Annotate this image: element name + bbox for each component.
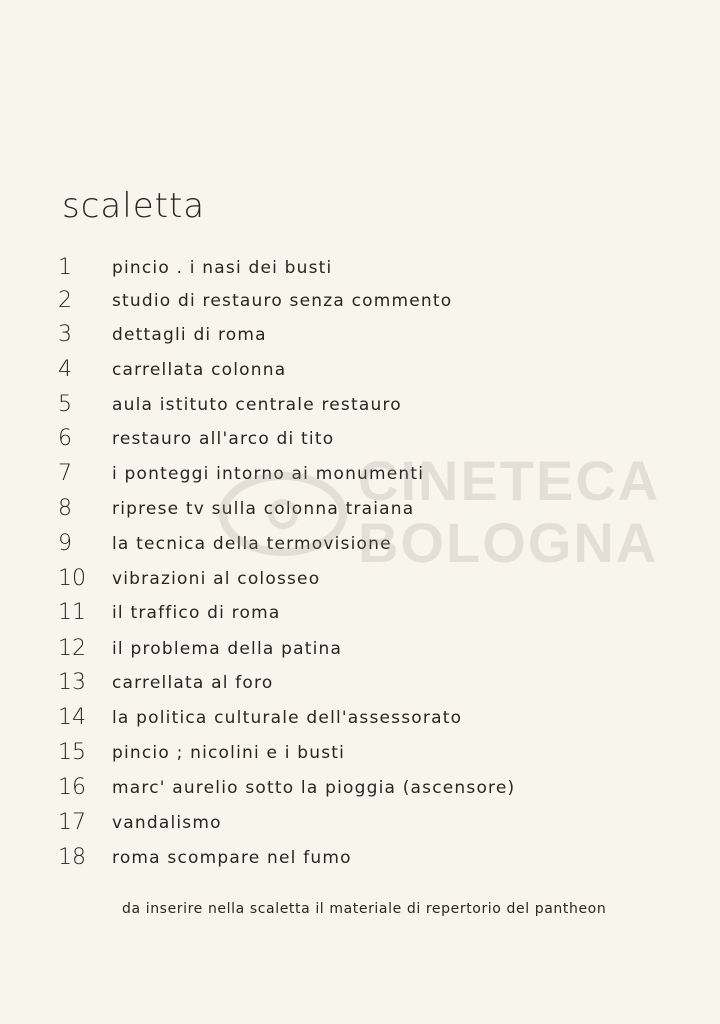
list-item — [0, 426, 720, 456]
item-number: 12 — [58, 636, 86, 661]
list-item — [0, 670, 720, 700]
list-item — [0, 461, 720, 491]
list-item — [0, 531, 720, 561]
item-text: riprese tv sulla colonna traiana — [112, 499, 415, 519]
list-item — [0, 255, 720, 285]
item-number: 18 — [58, 845, 86, 870]
item-number: 15 — [58, 740, 86, 765]
item-number: 14 — [58, 705, 86, 730]
item-text: aula istituto centrale restauro — [112, 395, 402, 415]
list-item — [0, 775, 720, 805]
list-item — [0, 740, 720, 770]
item-number: 5 — [58, 392, 72, 417]
list-item — [0, 288, 720, 318]
item-text: il traffico di roma — [112, 603, 281, 623]
item-number: 17 — [58, 810, 86, 835]
list-item — [0, 566, 720, 596]
list-item — [0, 705, 720, 735]
item-number: 11 — [58, 600, 86, 625]
item-number: 8 — [58, 496, 72, 521]
item-number: 4 — [58, 357, 72, 382]
footnote: da inserire nella scaletta il materiale di repertorio del pantheon — [122, 901, 607, 917]
list-item — [0, 496, 720, 526]
item-number: 13 — [58, 670, 86, 695]
item-text: vandalismo — [112, 813, 222, 833]
item-number: 7 — [58, 461, 72, 486]
item-text: carrellata al foro — [112, 673, 274, 693]
item-text: vibrazioni al colosseo — [112, 569, 321, 589]
item-number: 9 — [58, 531, 72, 556]
item-text: marc' aurelio sotto la pioggia (ascensore) — [112, 778, 516, 798]
list-item — [0, 357, 720, 387]
watermark-line-1: CINETECA — [358, 449, 661, 512]
list-item — [0, 322, 720, 352]
list-item — [0, 636, 720, 666]
list-item — [0, 392, 720, 422]
item-text: dettagli di roma — [112, 325, 267, 345]
list-item — [0, 600, 720, 630]
item-text: la politica culturale dell'assessorato — [112, 708, 463, 728]
item-number: 1 — [58, 255, 72, 280]
item-text: pincio ; nicolini e i busti — [112, 743, 346, 763]
item-text: il problema della patina — [112, 639, 343, 659]
list-item — [0, 845, 720, 875]
list-item — [0, 810, 720, 840]
item-text: studio di restauro senza commento — [112, 291, 453, 311]
item-number: 6 — [58, 426, 72, 451]
item-text: la tecnica della termovisione — [112, 534, 392, 554]
page-title: scaletta — [62, 186, 206, 226]
item-text: restauro all'arco di tito — [112, 429, 335, 449]
watermark-line-2: BOLOGNA — [358, 511, 659, 574]
item-number: 10 — [58, 566, 86, 591]
item-text: carrellata colonna — [112, 360, 287, 380]
item-number: 16 — [58, 775, 86, 800]
item-text: i ponteggi intorno ai monumenti — [112, 464, 425, 484]
item-text: roma scompare nel fumo — [112, 848, 352, 868]
item-number: 2 — [58, 288, 72, 313]
item-text: pincio . i nasi dei busti — [112, 258, 333, 278]
item-number: 3 — [58, 322, 72, 347]
